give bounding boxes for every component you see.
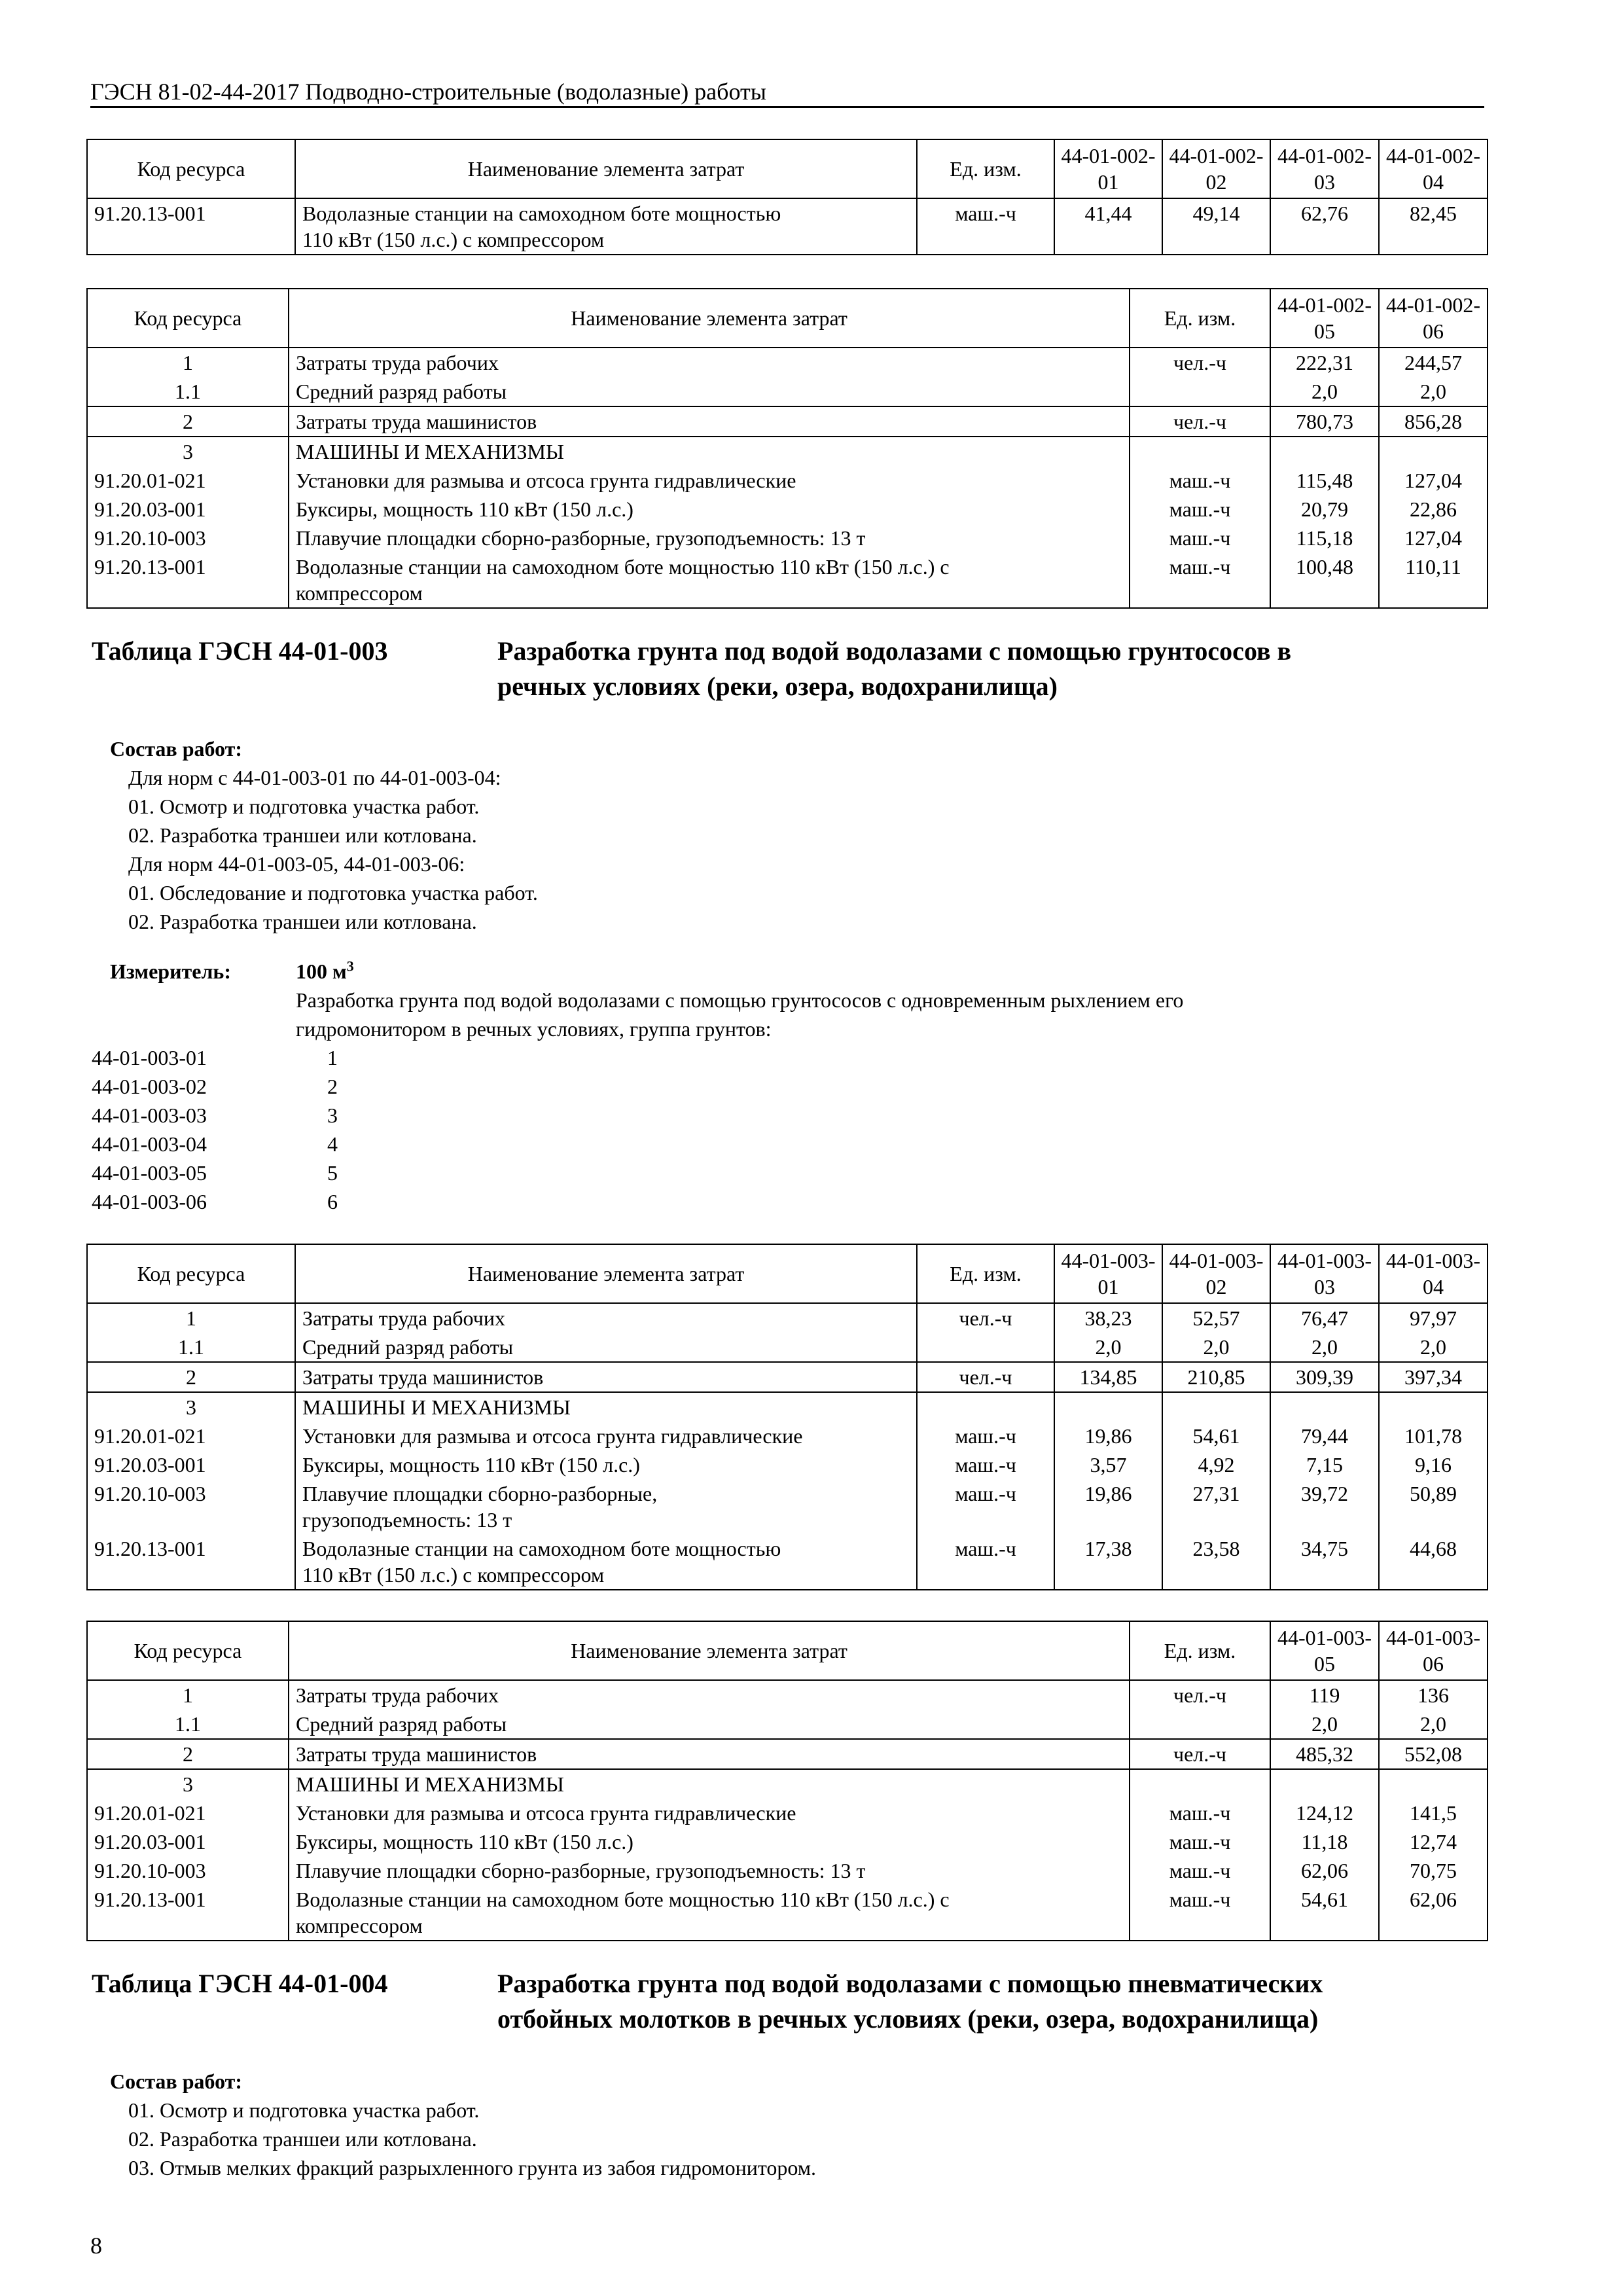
table-row: 91.20.01-021 Установки для размыва и отсоса грунта гидравлические маш.-ч 124,12 141,5: [87, 1799, 1488, 1827]
section-title-44-01-004: [92, 1966, 1518, 2038]
works-item: 02. Разработка траншеи или котлована.: [128, 823, 477, 847]
header-unit: Ед. изм.: [917, 139, 1054, 198]
row-unit: маш.-ч: [917, 198, 1054, 255]
table-row: 2 Затраты труда машинистов чел.-ч 485,32 552,08: [87, 1739, 1488, 1769]
works-item: 01. Осмотр и подготовка участка работ.: [128, 795, 480, 818]
table-header-row: [87, 139, 1488, 198]
table-row: 91.20.10-003 Плавучие площадки сборно-разборные, грузоподъемность: 13 т маш.-ч 19,86 27,31 39,72 50,89: [87, 1479, 1488, 1534]
header-col: 44-01-002-02: [1162, 139, 1270, 198]
header-col: 44-01-002-03: [1270, 139, 1379, 198]
table-row: 1 Затраты труда рабочих чел.-ч 38,23 52,57 76,47 97,97: [87, 1303, 1488, 1333]
table-row: 2 Затраты труда машинистов чел.-ч 134,85 210,85 309,39 397,34: [87, 1362, 1488, 1392]
row-value: 41,44: [1054, 198, 1162, 255]
page-number: 8: [90, 2233, 102, 2259]
table-row: 91.20.03-001 Буксиры, мощность 110 кВт (150 л.с.) маш.-ч 3,57 4,92 7,15 9,16: [87, 1450, 1488, 1479]
header-name: Наименование элемента затрат: [295, 139, 917, 198]
header-col: 44-01-002-06: [1379, 289, 1488, 348]
table-row: 91.20.03-001 Буксиры, мощность 110 кВт (150 л.с.) маш.-ч 20,79 22,86: [87, 495, 1488, 524]
table-row: 3 МАШИНЫ И МЕХАНИЗМЫ: [87, 1392, 1488, 1422]
table-row: 1.1 Средний разряд работы 2,0 2,0 2,0 2,0: [87, 1333, 1488, 1362]
table-name: Разработка грунта под водой водолазами с помощью пневматических отбойных молотков в речных условиях (реки, озера, водохранилища): [497, 1969, 1323, 2034]
table-row: 91.20.03-001 Буксиры, мощность 110 кВт (150 л.с.) маш.-ч 11,18 12,74: [87, 1827, 1488, 1856]
section-title-44-01-003: [92, 634, 1518, 706]
resource-table-44-01-002-b: [86, 288, 1488, 609]
table-row: 91.20.01-021 Установки для размыва и отсоса грунта гидравлические маш.-ч 19,86 54,61 79,44 101,78: [87, 1422, 1488, 1450]
works-label: Состав работ:: [110, 2070, 243, 2093]
table-row: 91.20.10-003 Плавучие площадки сборно-разборные, грузоподъемность: 13 т маш.-ч 62,06 70,75: [87, 1856, 1488, 1885]
row-value: 62,76: [1270, 198, 1379, 255]
table-row: 91.20.01-021 Установки для размыва и отсоса грунта гидравлические маш.-ч 115,48 127,04: [87, 466, 1488, 495]
table-row: 1.1 Средний разряд работы 2,0 2,0: [87, 377, 1488, 406]
table-row: [87, 198, 1488, 255]
meter-value: 100 $м^3$: [296, 958, 354, 983]
table-row: 1 Затраты труда рабочих чел.-ч 119 136: [87, 1680, 1488, 1710]
row-value: 49,14: [1162, 198, 1270, 255]
table-header-row: [87, 289, 1488, 348]
row-code: 91.20.13-001: [87, 198, 295, 255]
table-name: Разработка грунта под водой водолазами с помощью грунтососов в речных условиях (реки, озера, водохранилища): [497, 636, 1292, 701]
works-composition-44-01-003: [110, 734, 1353, 936]
table-row: 3 МАШИНЫ И МЕХАНИЗМЫ: [87, 1769, 1488, 1799]
works-item: 03. Отмыв мелких фракций разрыхленного грунта из забоя гидромонитором.: [128, 2156, 817, 2179]
header-code: Код ресурса: [87, 289, 289, 348]
table-row: 91.20.10-003 Плавучие площадки сборно-разборные, грузоподъемность: 13 т маш.-ч 115,18 127,04: [87, 524, 1488, 552]
resource-table-44-01-003-b: [86, 1621, 1488, 1941]
table-row: 1.1 Средний разряд работы 2,0 2,0: [87, 1710, 1488, 1739]
header-name: Наименование элемента затрат: [289, 289, 1130, 348]
works-item: Для норм 44-01-003-05, 44-01-003-06:: [128, 852, 465, 876]
table-row: 91.20.13-001 Водолазные станции на самоходном боте мощностью 110 кВт (150 л.с.) с компрессором маш.-ч 17,38 23,58 34,75 44,68: [87, 1534, 1488, 1590]
works-item: 01. Обследование и подготовка участка работ.: [128, 881, 538, 905]
meter-line: [110, 957, 1419, 986]
works-item: Для норм с 44-01-003-01 по 44-01-003-04:: [128, 766, 501, 789]
table-row: 91.20.13-001 Водолазные станции на самоходном боте мощностью 110 кВт (150 л.с.) с компрессором маш.-ч 54,61 62,06: [87, 1885, 1488, 1941]
header-code: Код ресурса: [87, 139, 295, 198]
works-item: 02. Разработка траншеи или котлована.: [128, 910, 477, 933]
table-row: 3 МАШИНЫ И МЕХАНИЗМЫ: [87, 437, 1488, 466]
table-number: Таблица ГЭСН 44-01-003: [92, 636, 388, 666]
table-row: 2 Затраты труда машинистов чел.-ч 780,73 856,28: [87, 406, 1488, 437]
norm-description: Разработка грунта под водой водолазами с помощью грунтососов с одновременным рыхлением его гидромонитором в речных условиях, группа грунтов:: [296, 988, 1184, 1041]
works-composition-44-01-004: [110, 2067, 1353, 2182]
row-value: 82,45: [1379, 198, 1488, 255]
header-unit: Ед. изм.: [1130, 289, 1270, 348]
meter-label: Измеритель:: [110, 960, 231, 983]
works-item: 02. Разработка траншеи или котлована.: [128, 2127, 477, 2151]
header-col: 44-01-002-04: [1379, 139, 1488, 198]
works-label: Состав работ:: [110, 737, 243, 761]
row-name: Водолазные станции на самоходном боте мощностью 110 кВт (150 л.с.) с компрессором: [295, 198, 917, 255]
works-item: 01. Осмотр и подготовка участка работ.: [128, 2098, 480, 2122]
resource-table-44-01-002-a: [86, 139, 1488, 255]
table-header-row: Код ресурса Наименование элемента затрат Ед. изм. 44-01-003-01 44-01-003-02 44-01-003-03 44-01-003-04: [87, 1244, 1488, 1303]
table-number: Таблица ГЭСН 44-01-004: [92, 1969, 388, 1998]
header-col: 44-01-002-05: [1270, 289, 1379, 348]
page-header: ГЭСН 81-02-44-2017 Подводно-строительные (водолазные) работы: [90, 79, 1484, 108]
header-col: 44-01-002-01: [1054, 139, 1162, 198]
table-row: 1 Затраты труда рабочих чел.-ч 222,31 244,57: [87, 348, 1488, 377]
table-header-row: Код ресурса Наименование элемента затрат Ед. изм. 44-01-003-05 44-01-003-06: [87, 1621, 1488, 1680]
resource-table-44-01-003-a: [86, 1244, 1488, 1590]
table-row: 91.20.13-001 Водолазные станции на самоходном боте мощностью 110 кВт (150 л.с.) с компрессором маш.-ч 100,48 110,11: [87, 552, 1488, 608]
